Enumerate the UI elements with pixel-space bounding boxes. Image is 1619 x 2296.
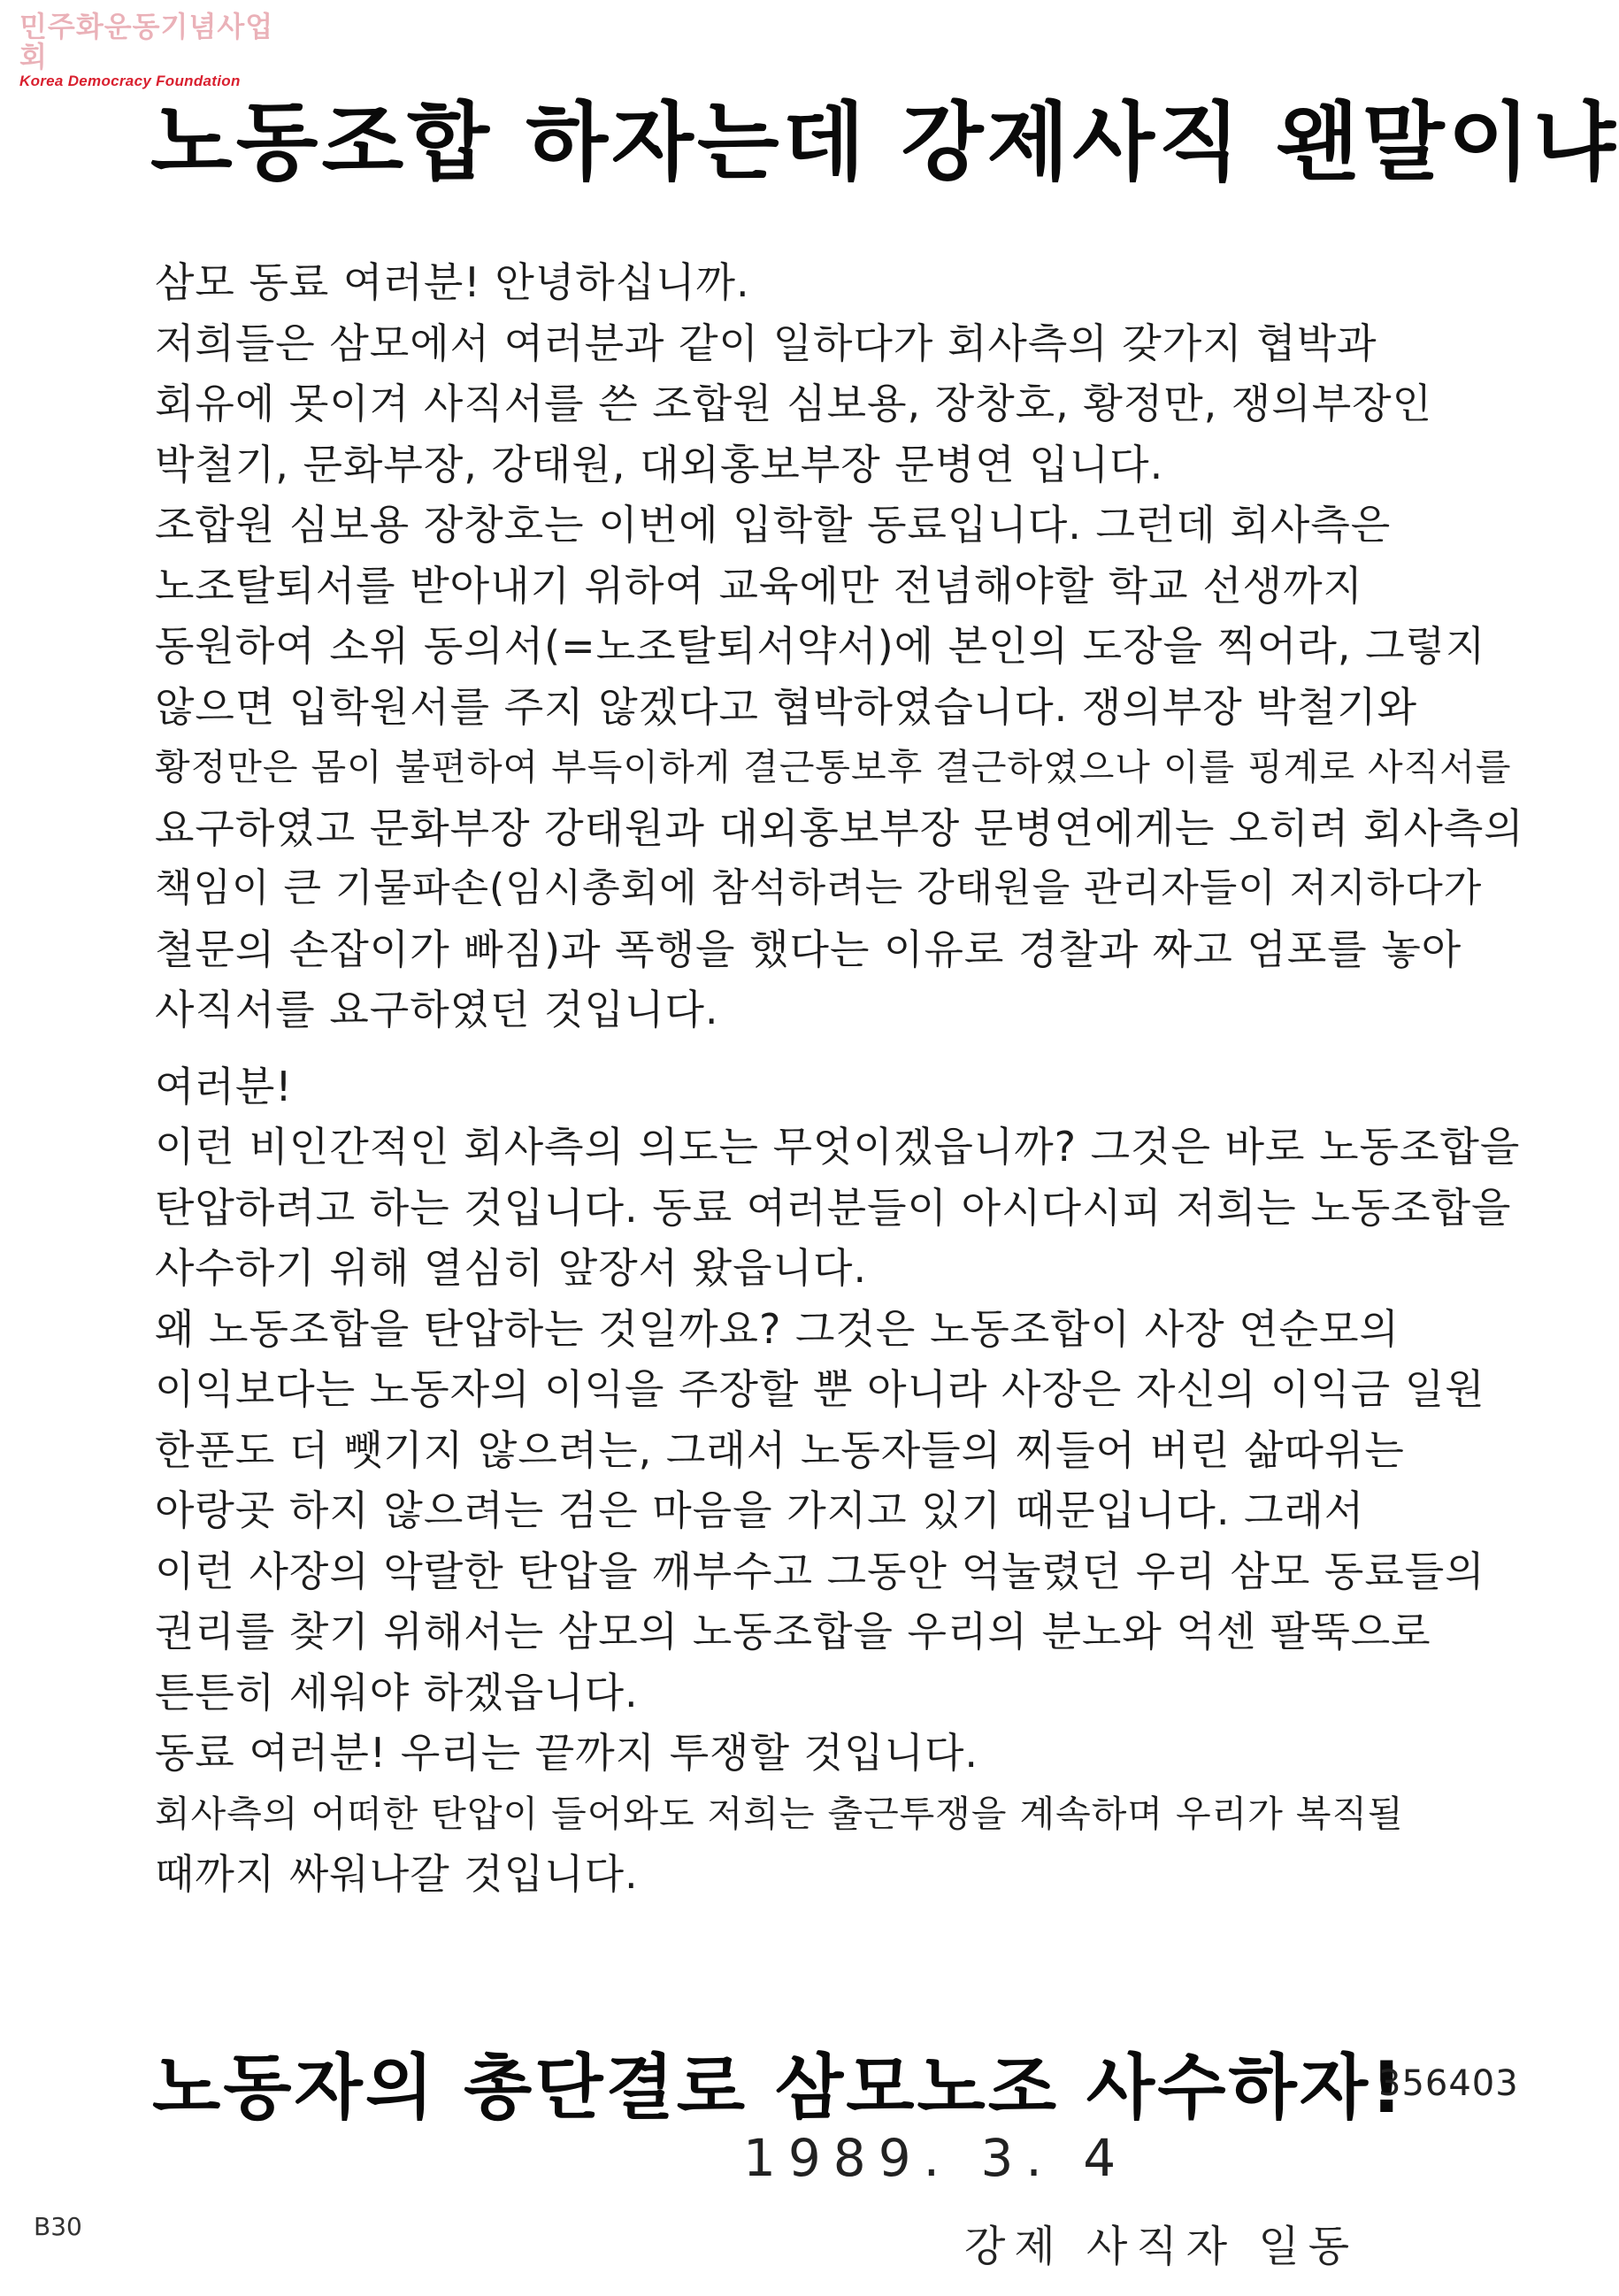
body-line: 저희들은 삼모에서 여러분과 같이 일하다가 회사측의 갖가지 협박과 (155, 319, 1377, 367)
leaflet-date: 1989. 3. 4 (743, 2128, 1129, 2188)
signature: 강제 사직자 일동 (964, 2222, 1359, 2271)
document-number: 356403 (1378, 2063, 1519, 2104)
body-line: 노조탈퇴서를 받아내기 위하여 교육에만 전념해야할 학교 선생까지 (155, 561, 1363, 610)
leaflet-body (155, 252, 1561, 1905)
body-line: 조합원 심보용 장창호는 이번에 입학할 동료입니다. 그런데 회사측은 (155, 501, 1392, 549)
body-line: 동원하여 소위 동의서(=노조탈퇴서약서)에 본인의 도장을 찍어라, 그렇지 (155, 622, 1486, 670)
body-line: 삼모 동료 여러분! 안녕하십니까. (155, 258, 750, 306)
page-mark: B30 (34, 2212, 82, 2241)
body-line: 이런 사장의 악랄한 탄압을 깨부수고 그동안 억눌렸던 우리 삼모 동료들의 (155, 1547, 1485, 1595)
body-line: 박철기, 문화부장, 강태원, 대외홍보부장 문병연 입니다. (155, 440, 1164, 488)
body-line: 왜 노동조합을 탄압하는 것일까요? 그것은 노동조합이 사장 연순모의 (155, 1304, 1400, 1353)
body-line: 튼튼히 세워야 하겠읍니다. (155, 1668, 639, 1716)
leaflet-title: 노동조합 하자는데 강제사직 왠말이냐 (150, 93, 1619, 192)
body-line: 한푼도 더 뺏기지 않으려는, 그래서 노동자들의 찌들어 버린 삶따위는 (155, 1425, 1405, 1474)
body-line: 권리를 찾기 위해서는 삼모의 노동조합을 우리의 분노와 억센 팔뚝으로 (155, 1608, 1431, 1655)
body-line: 황정만은 몸이 불편하여 부득이하게 결근통보후 결근하였으나 이를 핑계로 사직서를 (155, 746, 1512, 788)
body-line: 철문의 손잡이가 빠짐)과 폭행을 했다는 이유로 경찰과 짜고 엄포를 놓아 (155, 925, 1462, 973)
body-line: 회유에 못이겨 사직서를 쓴 조합원 심보용, 장창호, 황정만, 쟁의부장인 (155, 380, 1433, 427)
body-line: 사수하기 위해 열심히 앞장서 왔읍니다. (155, 1244, 868, 1292)
body-line: 요구하였고 문화부장 강태원과 대외홍보부장 문병연에게는 오히려 회사측의 (155, 803, 1524, 852)
body-line: 회사측의 어떠한 탄압이 들어와도 저희는 출근투쟁을 계속하며 우리가 복직될 (155, 1792, 1404, 1835)
body-line: 탄압하려고 하는 것입니다. 동료 여러분들이 아시다시피 저희는 노동조합을 (155, 1183, 1512, 1232)
watermark-english: Korea Democracy Foundation (19, 73, 241, 90)
body-line: 여러분! (155, 1062, 293, 1110)
body-line: 사직서를 요구하였던 것입니다. (155, 986, 719, 1033)
body-line: 책임이 큰 기물파손(임시총회에 참석하려는 강태원을 관리자들이 저지하다가 (155, 865, 1483, 910)
body-line: 않으면 입학원서를 주지 않겠다고 협박하였습니다. 쟁의부장 박철기와 (155, 682, 1417, 731)
body-line: 때까지 싸워나갈 것입니다. (155, 1850, 639, 1898)
body-line: 동료 여러분! 우리는 끝까지 투쟁할 것입니다. (155, 1729, 979, 1777)
watermark-korean: 민주화운동기념사업회 (19, 10, 274, 73)
body-line: 이익보다는 노동자의 이익을 주장할 뿐 아니라 사장은 자신의 이익금 일원 (155, 1365, 1485, 1413)
body-line: 이런 비인간적인 회사측의 의도는 무엇이겠읍니까? 그것은 바로 노동조합을 (155, 1123, 1521, 1171)
closing-slogan: 노동자의 총단결로 삼모노조 사수하자! (152, 2046, 1406, 2129)
body-line: 아랑곳 하지 않으려는 검은 마음을 가지고 있기 때문입니다. 그래서 (155, 1486, 1365, 1534)
